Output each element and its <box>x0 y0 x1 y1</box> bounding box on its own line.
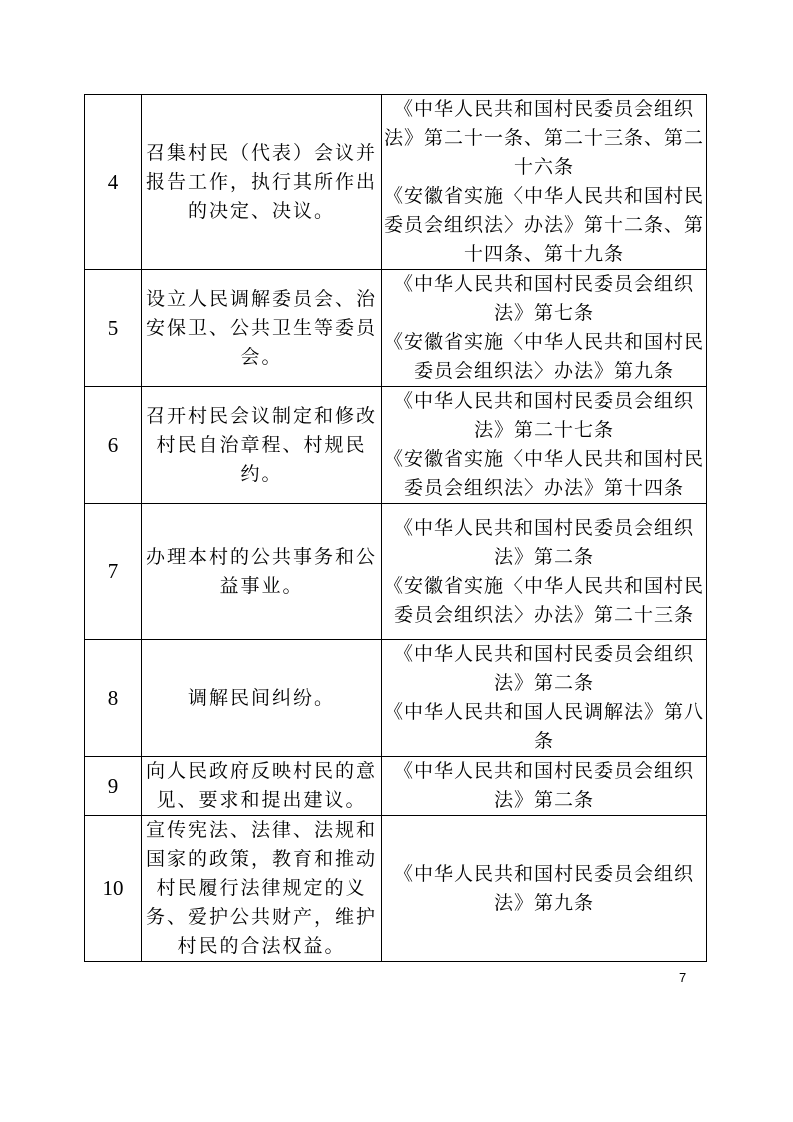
row-number: 9 <box>85 757 142 816</box>
duty-description: 召集村民（代表）会议并报告工作，执行其所作出的决定、决议。 <box>142 95 382 270</box>
duties-table <box>84 94 707 962</box>
page-number: 7 <box>679 970 687 985</box>
table-row <box>85 387 707 504</box>
table-row <box>85 816 707 962</box>
duty-description: 向人民政府反映村民的意见、要求和提出建议。 <box>142 757 382 816</box>
row-number: 5 <box>85 270 142 387</box>
legal-reference: 《中华人民共和国村民委员会组织法》第二十一条、第二十三条、第二十六条 <box>384 98 705 178</box>
legal-reference: 《中华人民共和国村民委员会组织法》第九条 <box>393 862 694 914</box>
duty-description: 召开村民会议制定和修改村民自治章程、村规民约。 <box>142 387 382 504</box>
legal-reference: 《中华人民共和国村民委员会组织法》第二条 <box>393 643 694 694</box>
legal-basis <box>382 504 707 640</box>
legal-reference: 《中华人民共和国村民委员会组织法》第二条 <box>393 760 694 811</box>
duty-description: 设立人民调解委员会、治安保卫、公共卫生等委员会。 <box>142 270 382 387</box>
duty-description: 宣传宪法、法律、法规和国家的政策，教育和推动村民履行法律规定的义务、爱护公共财产，维护村民的合法权益。 <box>142 816 382 962</box>
table-row <box>85 270 707 387</box>
row-number: 8 <box>85 640 142 757</box>
legal-basis <box>382 95 707 270</box>
legal-basis <box>382 640 707 757</box>
table-row <box>85 757 707 816</box>
duty-description: 调解民间纠纷。 <box>142 640 382 757</box>
legal-basis <box>382 387 707 504</box>
duty-description: 办理本村的公共事务和公益事业。 <box>142 504 382 640</box>
legal-reference: 《中华人民共和国村民委员会组织法》第二十七条 <box>393 390 694 441</box>
row-number: 6 <box>85 387 142 504</box>
legal-basis <box>382 816 707 962</box>
row-number: 10 <box>85 816 142 962</box>
row-number: 7 <box>85 504 142 640</box>
legal-reference: 《中华人民共和国人民调解法》第八条 <box>384 701 705 752</box>
legal-reference: 《中华人民共和国村民委员会组织法》第二条 <box>393 516 694 568</box>
legal-reference: 《安徽省实施〈中华人民共和国村民委员会组织法〉办法》第十四条 <box>384 448 705 499</box>
legal-reference: 《安徽省实施〈中华人民共和国村民委员会组织法〉办法》第二十三条 <box>384 574 705 626</box>
table-row <box>85 504 707 640</box>
legal-reference: 《中华人民共和国村民委员会组织法》第七条 <box>393 273 694 324</box>
table-row <box>85 95 707 270</box>
row-number: 4 <box>85 95 142 270</box>
legal-basis <box>382 757 707 816</box>
legal-reference: 《安徽省实施〈中华人民共和国村民委员会组织法〉办法》第十二条、第十四条、第十九条 <box>384 185 705 265</box>
legal-reference: 《安徽省实施〈中华人民共和国村民委员会组织法〉办法》第九条 <box>384 331 705 382</box>
table-row <box>85 640 707 757</box>
legal-basis <box>382 270 707 387</box>
